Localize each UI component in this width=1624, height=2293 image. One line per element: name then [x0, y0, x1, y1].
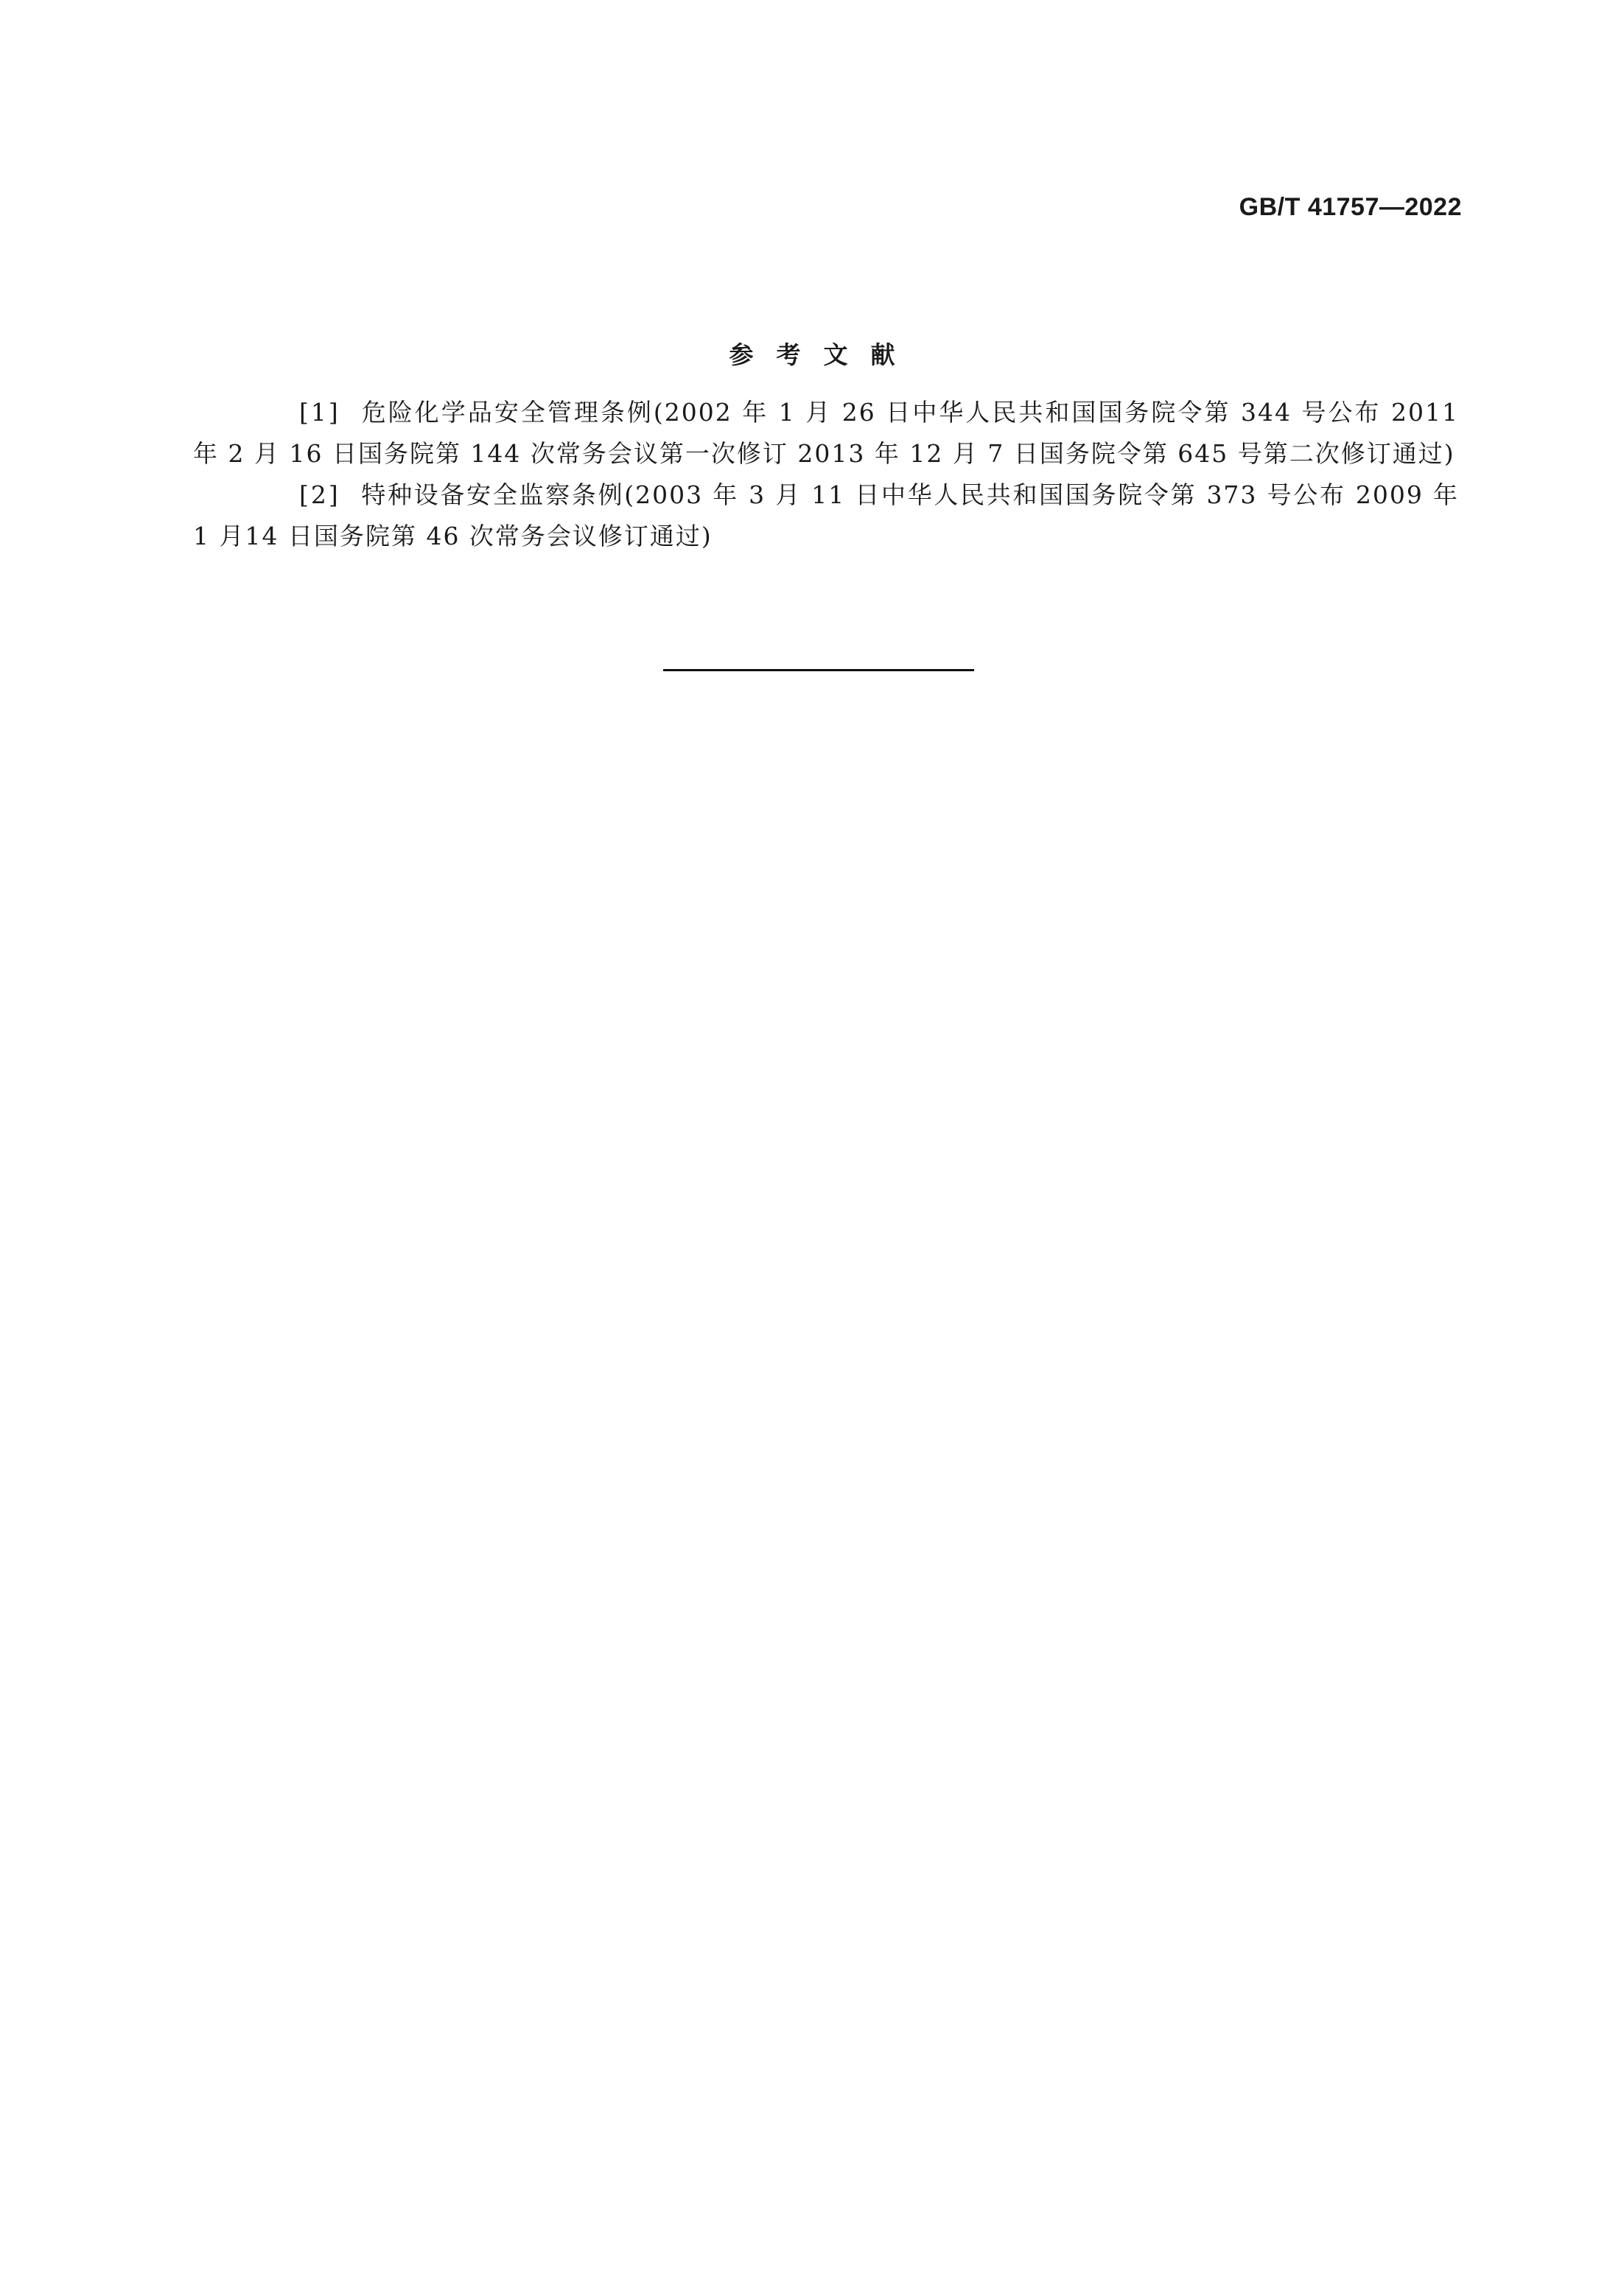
reference-list — [193, 392, 1459, 557]
bibliography-title: 参考文献 — [729, 340, 918, 369]
reference-text: 危险化学品安全管理条例(2002 年 1 月 26 日中华人民共和国国务院令第 344 号公布 2011 年 2 月 16 日国务院第 144 次常务会议第一次修订 2013 年 12 月 7 日国务院令第 645 号第二次修订通过) — [193, 398, 1459, 468]
end-of-document-rule — [663, 669, 974, 671]
reference-item — [193, 392, 1459, 475]
reference-item — [193, 475, 1459, 557]
standard-code: GB/T 41757—2022 — [1239, 193, 1462, 221]
reference-number: [1] — [299, 398, 340, 427]
reference-number: [2] — [299, 480, 340, 509]
reference-text: 特种设备安全监察条例(2003 年 3 月 11 日中华人民共和国国务院令第 373 号公布 2009 年 1 月14 日国务院第 46 次常务会议修订通过) — [193, 480, 1459, 550]
